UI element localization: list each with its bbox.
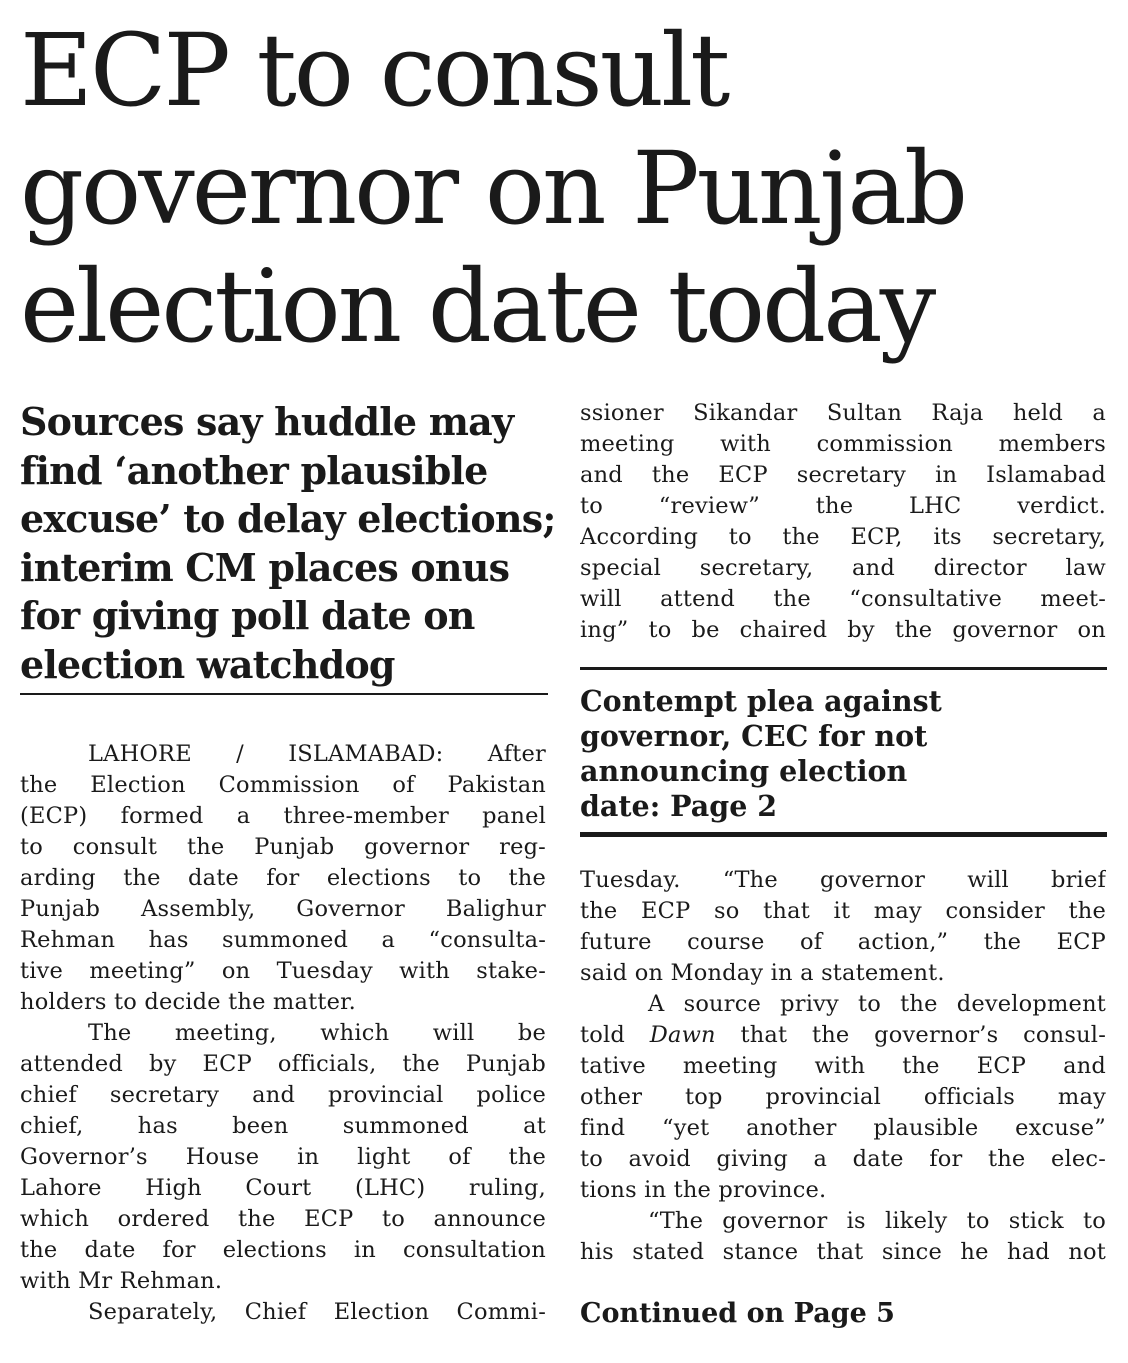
body-line: will attend the “consultative meet- <box>580 586 1106 612</box>
article-column-2-bottom <box>580 865 1106 1268</box>
body-line: ing” to be chaired by the governor on <box>580 617 1106 643</box>
body-line: Tuesday. “The governor will brief <box>580 867 1106 893</box>
teaser-line: announcing election <box>580 754 908 788</box>
body-line: arding the date for elections to the <box>20 865 546 891</box>
body-line: said on Monday in a statement. <box>580 960 945 986</box>
body-line: tative meeting with the ECP and <box>580 1053 1106 1079</box>
body-line: the ECP so that it may consider the <box>580 898 1106 924</box>
body-line: future course of action,” the ECP <box>580 929 1106 955</box>
teaser-bottom-rule <box>580 832 1107 837</box>
body-line: Separately, Chief Election Commi- <box>88 1299 546 1325</box>
body-line: Rehman has summoned a “consulta- <box>20 927 546 953</box>
subheadline-line: find ‘another plausible <box>20 447 488 493</box>
body-line: tions in the province. <box>580 1177 827 1203</box>
body-text: told <box>580 1022 625 1048</box>
subheadline <box>20 398 556 689</box>
body-line: the date for elections in consultation <box>20 1237 546 1263</box>
subheadline-line: for giving poll date on <box>20 593 475 638</box>
body-line: which ordered the ECP to announce <box>20 1206 546 1232</box>
body-line: other top provincial officials may <box>580 1084 1106 1110</box>
page-2-teaser[interactable] <box>580 684 1106 824</box>
body-line-with-italic <box>580 1020 1106 1051</box>
continued-link[interactable]: Continued on Page 5 <box>580 1298 895 1329</box>
subheadline-line: interim CM places onus <box>20 544 510 590</box>
article-column-2-top <box>580 398 1106 646</box>
body-line: LAHORE / ISLAMABAD: After <box>88 741 546 767</box>
body-line: tive meeting” on Tuesday with stake- <box>20 958 546 984</box>
body-line: A source privy to the development <box>648 991 1106 1017</box>
body-line: (ECP) formed a three-member panel <box>20 803 546 829</box>
body-line: The meeting, which will be <box>88 1020 546 1046</box>
body-line: his stated stance that since he had not <box>580 1239 1106 1265</box>
body-line: with Mr Rehman. <box>20 1268 223 1294</box>
body-line: Punjab Assembly, Governor Balighur <box>20 896 546 922</box>
body-line: special secretary, and director law <box>580 555 1106 581</box>
body-line: holders to decide the matter. <box>20 989 356 1015</box>
body-line: ssioner Sikandar Sultan Raja held a <box>580 400 1106 426</box>
body-line: According to the ECP, its secretary, <box>580 524 1106 550</box>
body-line: attended by ECP officials, the Punjab <box>20 1051 546 1077</box>
body-text: that the governor’s consul- <box>740 1022 1106 1048</box>
teaser-line: Contempt plea against <box>580 684 942 718</box>
body-line: to avoid giving a date for the elec- <box>580 1146 1106 1172</box>
body-line: the Election Commission of Pakistan <box>20 772 546 798</box>
body-line: chief secretary and provincial police <box>20 1082 546 1108</box>
headline-line: election date today <box>20 248 934 365</box>
headline-line: ECP to consult <box>20 12 728 129</box>
headline-line: governor on Punjab <box>20 130 966 247</box>
article-column-1 <box>20 739 546 1328</box>
subheadline-line: Sources say huddle may <box>20 399 514 444</box>
body-line: Governor’s House in light of the <box>20 1144 546 1170</box>
body-line: and the ECP secretary in Islamabad <box>580 462 1106 488</box>
subheadline-divider <box>20 693 548 695</box>
body-line: Lahore High Court (LHC) ruling, <box>20 1175 546 1201</box>
publication-name: Dawn <box>649 1022 716 1048</box>
teaser-top-rule <box>580 667 1107 670</box>
teaser-line: governor, CEC for not <box>580 719 928 753</box>
body-line: to consult the Punjab governor reg- <box>20 834 546 860</box>
body-line: to “review” the LHC verdict. <box>580 493 1106 519</box>
subheadline-line: election watchdog <box>20 641 395 687</box>
body-line: find “yet another plausible excuse” <box>580 1115 1106 1141</box>
body-line: “The governor is likely to stick to <box>648 1208 1106 1234</box>
subheadline-line: excuse’ to delay elections; <box>20 496 556 541</box>
body-line: chief, has been summoned at <box>20 1113 546 1139</box>
teaser-line: date: Page 2 <box>580 789 778 823</box>
body-line: meeting with commission members <box>580 431 1106 457</box>
headline <box>20 12 1110 366</box>
